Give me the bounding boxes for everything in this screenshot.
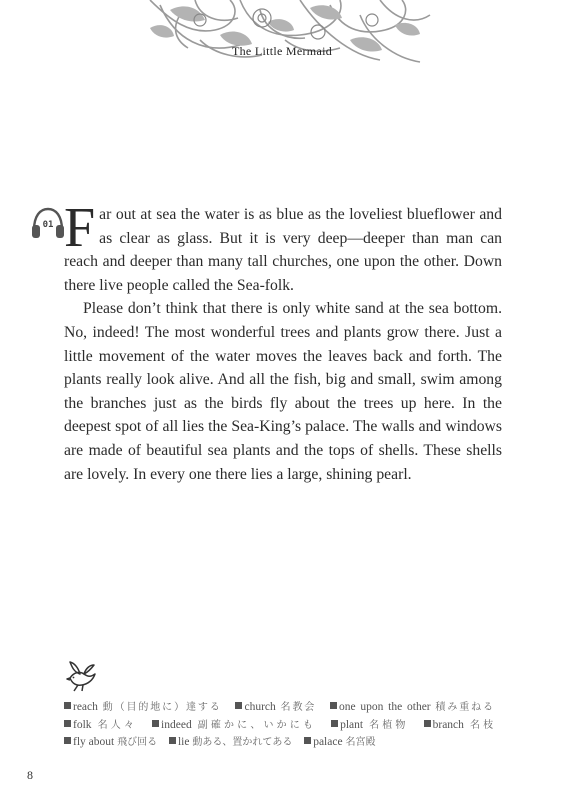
bullet-square-icon <box>169 737 176 744</box>
bullet-square-icon <box>64 702 71 709</box>
vocab-term: reach <box>73 701 98 713</box>
paragraph-1-text: ar out at sea the water is as blue as the loveliest blueflower and as clear as glass. But it is very deep—deeper than man can reach and deeper than many tall churches, one upon the other. Down there live people called the Sea-folk. <box>64 206 502 294</box>
vocab-term: fly about <box>73 736 115 748</box>
paragraph-2: Please don’t think that there is only white sand at the sea bottom. No, indeed! The most wonderful trees and plants grow there. Just a little movement of the water moves the leaves back and forth. The plants really look alive. And all the fish, big and small, swim among the branches just as the birds fly about the trees up here. In the deepest spot of all lies the Sea-King’s palace. The walls and windows are made of beautiful sea plants and the tops of shells. These shells are lovely. In every one there lies a large, shining pearl. <box>64 300 502 483</box>
vocab-term: one upon the other <box>339 701 431 713</box>
vocab-term: indeed <box>161 718 192 731</box>
vocab-entry <box>64 736 157 748</box>
vocab-term: folk <box>73 718 92 731</box>
running-title: The Little Mermaid <box>231 44 333 58</box>
vocab-gloss: 名人々 <box>97 719 138 731</box>
vocab-gloss: 名教会 <box>280 702 317 713</box>
vocab-entry <box>169 736 292 748</box>
vocab-gloss: 動（目的地に）達する <box>102 702 222 713</box>
vocab-entry <box>64 701 222 713</box>
vocab-term: church <box>244 701 276 713</box>
vocab-entry <box>235 701 316 713</box>
vocab-term: plant <box>340 718 364 731</box>
vocab-term: branch <box>432 718 464 731</box>
vocab-gloss: 飛び回る <box>117 737 158 748</box>
vocab-gloss: 積み重ねる <box>435 702 494 713</box>
vocabulary-list <box>64 699 502 752</box>
page-number: 8 <box>27 768 33 782</box>
bullet-square-icon <box>424 720 431 727</box>
paragraph-1 <box>64 197 502 297</box>
vocab-entry <box>331 719 408 731</box>
vocab-term: lie <box>177 736 190 748</box>
bullet-square-icon <box>64 720 71 727</box>
drop-cap: F <box>64 197 96 259</box>
vocab-gloss: 名植物 <box>369 719 409 731</box>
vocab-gloss: 名宮殿 <box>345 737 376 748</box>
vocab-gloss: 名枝 <box>469 719 494 731</box>
bullet-square-icon <box>64 737 71 744</box>
bullet-square-icon <box>235 702 242 709</box>
vocab-entry <box>304 736 375 748</box>
vocab-entry <box>64 719 137 731</box>
vocab-entry <box>424 719 493 731</box>
audio-track-number: 01 <box>42 220 54 230</box>
vocab-term: palace <box>313 736 343 748</box>
vocab-entry <box>330 701 493 713</box>
bullet-square-icon <box>331 720 338 727</box>
bullet-square-icon <box>304 737 311 744</box>
bird-icon <box>64 658 100 694</box>
bullet-square-icon <box>330 702 337 709</box>
vocab-entry <box>152 719 316 731</box>
vocab-gloss: 副確かに、いかにも <box>197 719 317 731</box>
vocab-gloss: 動ある、置かれてある <box>192 737 293 748</box>
bullet-square-icon <box>152 720 159 727</box>
story-text <box>64 197 502 486</box>
